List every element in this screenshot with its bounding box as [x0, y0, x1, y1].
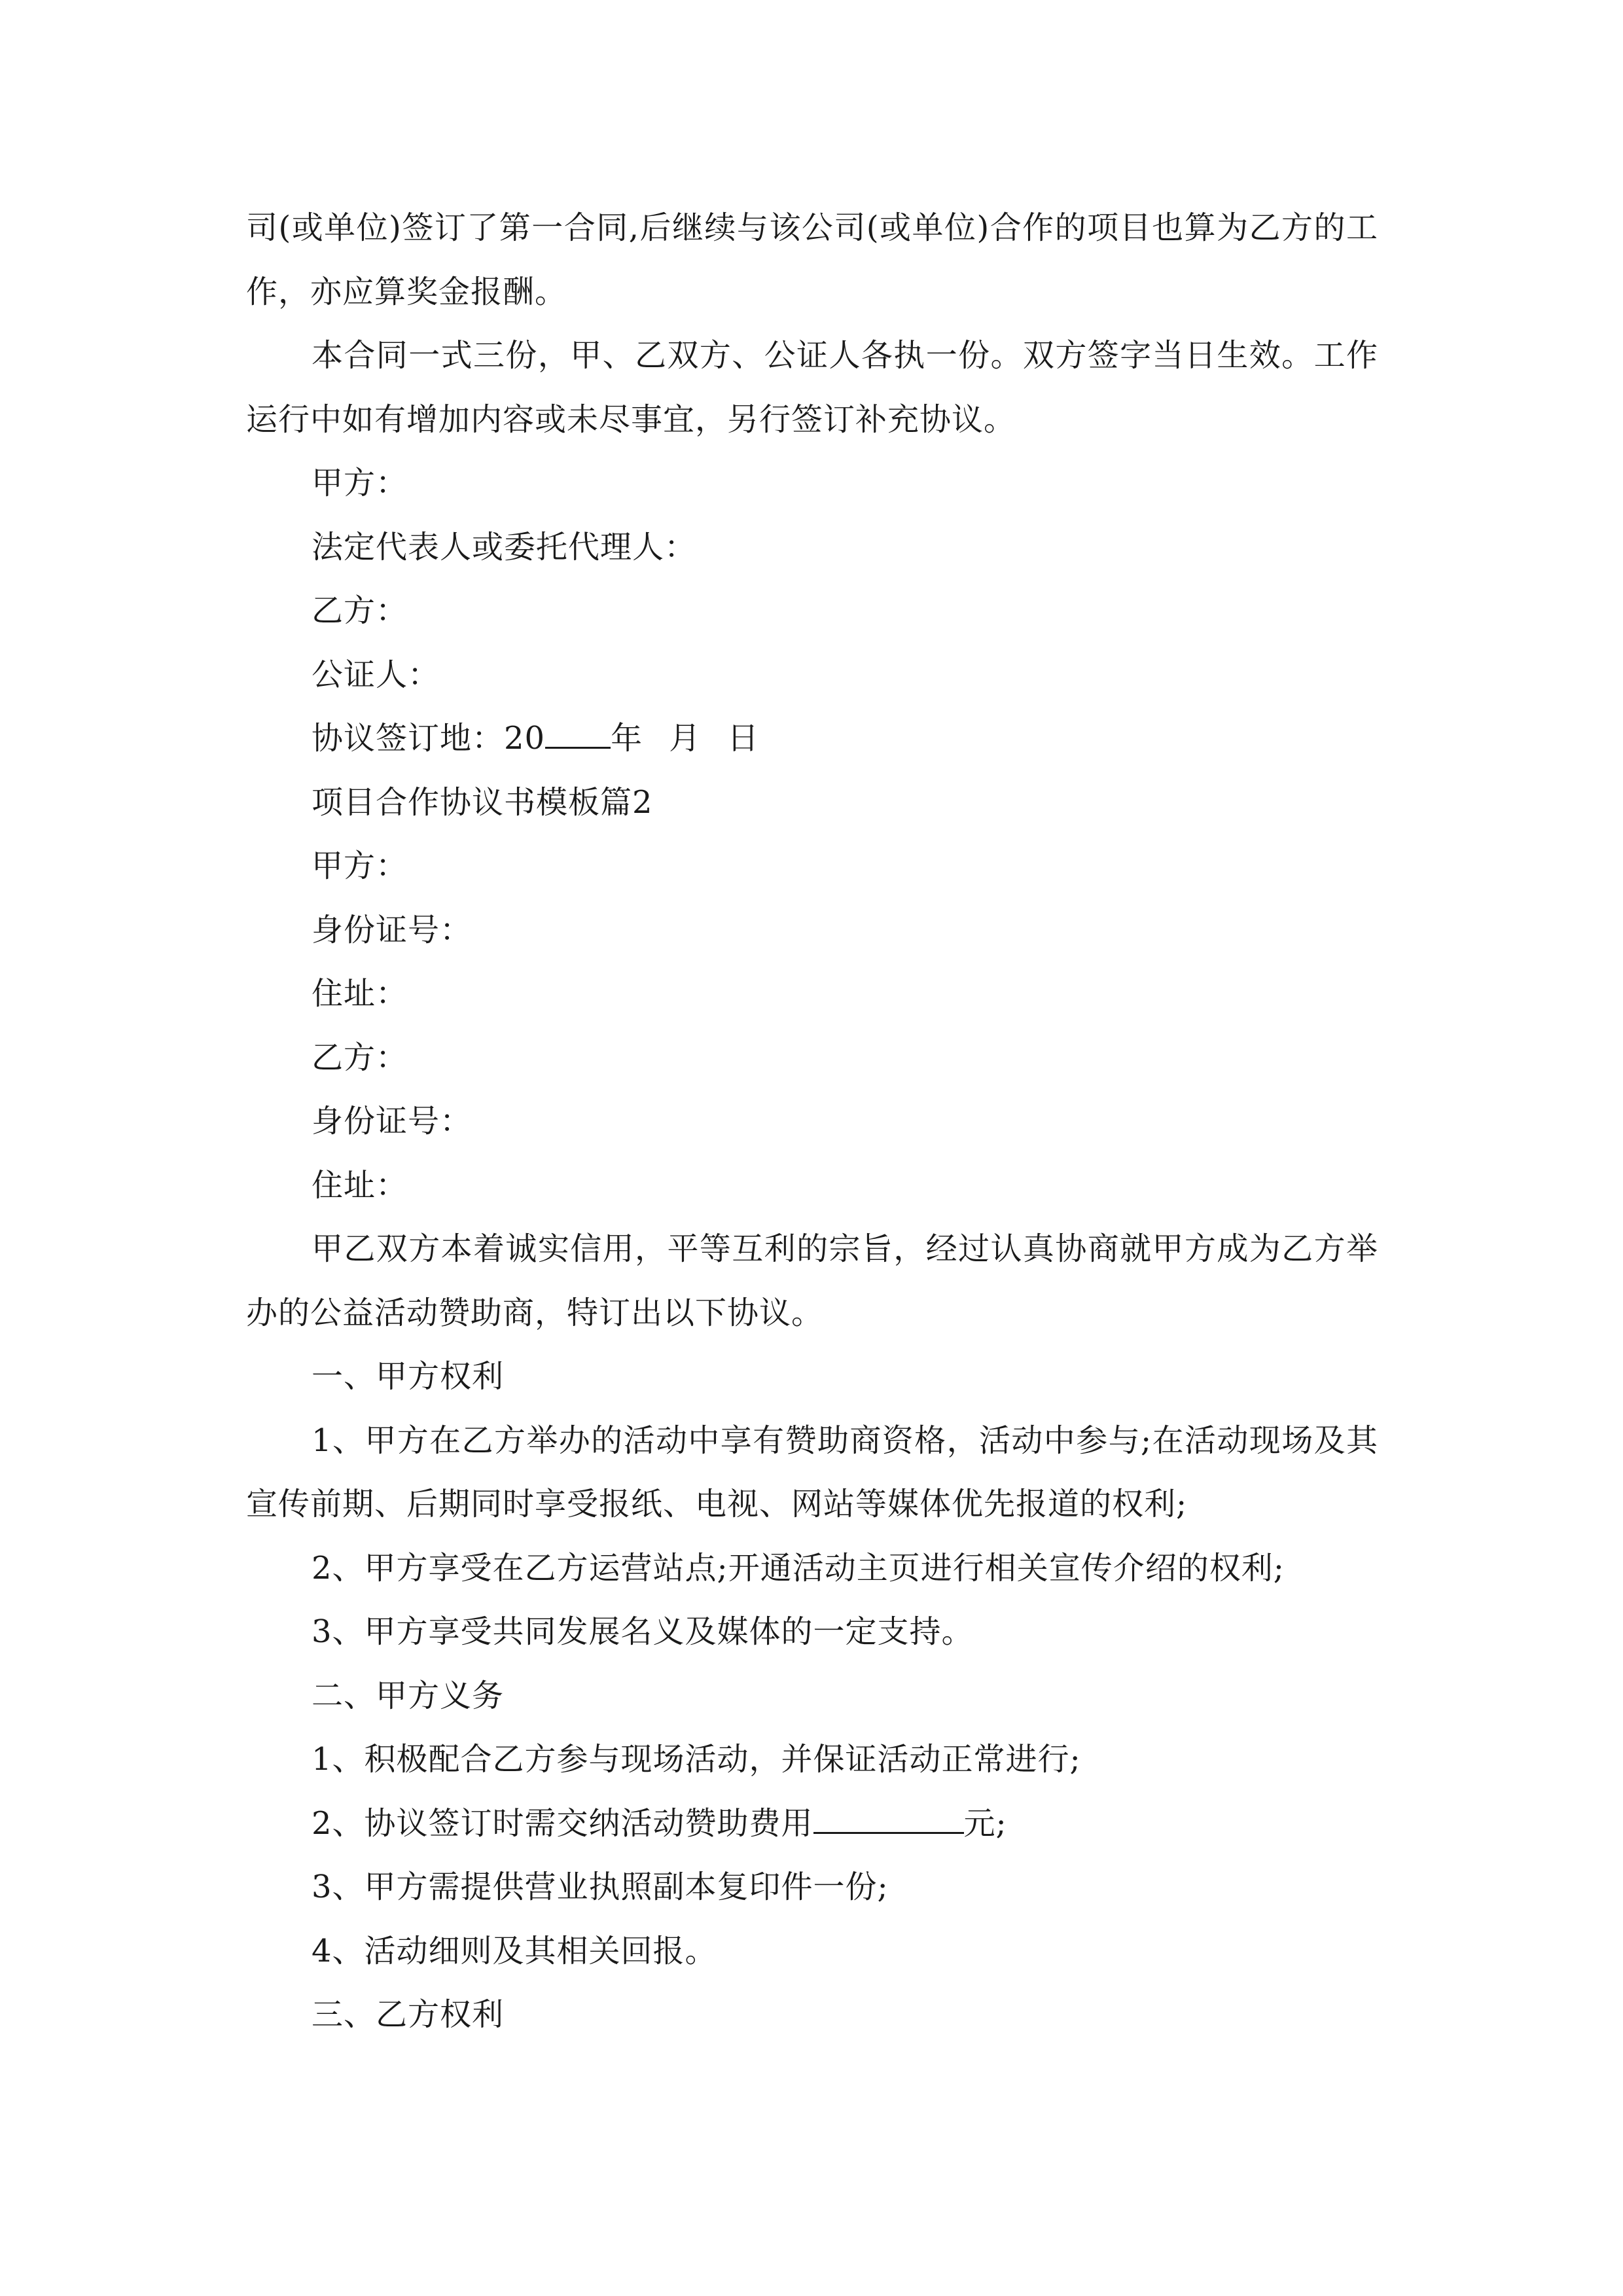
heading-party-a-duties: 二、甲方义务 [312, 1677, 505, 1714]
paragraph-id-number-b: 身份证号： [312, 1103, 473, 1139]
paragraph-party-b: 乙方： [312, 592, 408, 629]
paragraph-1: 司(或单位)签订了第一合同,后继续与该公司(或单位)合作的项目也算为乙方的工作，亦应算奖金报酬。 [246, 209, 1378, 310]
signing-place-label: 协议签订地：20 [312, 720, 546, 757]
paragraph-notary: 公证人： [312, 656, 440, 693]
fee-label: 2、协议签订时需交纳活动赞助费用 [312, 1804, 813, 1842]
party-a-right-3: 3、甲方享受共同发展名义及媒体的一定支持。 [312, 1613, 974, 1650]
paragraph-party-b-2: 乙方： [312, 1039, 408, 1076]
fee-unit: 元; [963, 1804, 1007, 1842]
heading-party-a-rights: 一、甲方权利 [312, 1358, 505, 1395]
paragraph-legal-rep: 法定代表人或委托代理人： [312, 528, 697, 565]
fee-blank [813, 1807, 964, 1834]
month-label: 月 [669, 720, 702, 757]
paragraph-preamble: 甲乙双方本着诚实信用，平等互利的宗旨，经过认真协商就甲方成为乙方举办的公益活动赞助商，特订出以下协议。 [246, 1230, 1378, 1331]
party-a-right-2: 2、甲方享受在乙方运营站点;开通活动主页进行相关宣传介绍的权利; [312, 1549, 1285, 1587]
party-a-duty-1: 1、积极配合乙方参与现场活动，并保证活动正常进行; [312, 1741, 1081, 1778]
party-a-duty-4: 4、活动细则及其相关回报。 [312, 1932, 717, 1969]
paragraph-address-b: 住址： [312, 1166, 408, 1204]
party-a-duty-3: 3、甲方需提供营业执照副本复印件一份; [312, 1869, 889, 1905]
day-label: 日 [727, 720, 760, 757]
section-title: 项目合作协议书模板篇2 [312, 783, 653, 821]
paragraph-party-a-2: 甲方： [312, 848, 408, 884]
party-a-right-1: 1、甲方在乙方举办的活动中享有赞助商资格，活动中参与;在活动现场及其宣传前期、后期同时享受报纸、电视、网站等媒体优先报道的权利; [246, 1422, 1378, 1522]
paragraph-address-a: 住址： [312, 975, 408, 1012]
document-body [246, 196, 1378, 2047]
paragraph-2: 本合同一式三份，甲、乙双方、公证人各执一份。双方签字当日生效。工作运行中如有增加内容或未尽事宜，另行签订补充协议。 [246, 337, 1378, 438]
heading-party-b-rights: 三、乙方权利 [312, 1996, 505, 2033]
party-a-duty-2 [246, 1792, 1378, 1856]
paragraph-party-a: 甲方： [312, 465, 408, 501]
paragraph-id-number-a: 身份证号： [312, 911, 473, 948]
paragraph-signing-place [246, 707, 1378, 771]
year-label: 年 [611, 720, 643, 757]
year-blank [545, 722, 611, 749]
